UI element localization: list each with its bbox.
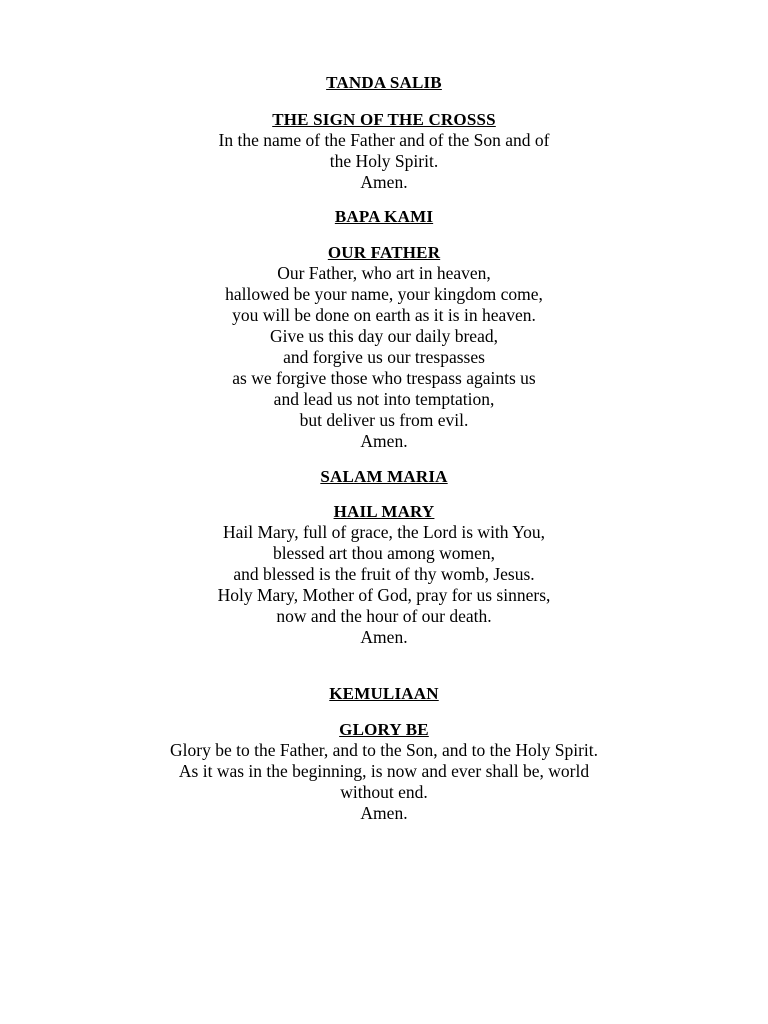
prayer-line: As it was in the beginning, is now and ever shall be, world xyxy=(178,761,590,781)
prayer-line: without end. xyxy=(340,782,428,802)
prayer-line: hallowed be your name, your kingdom come, xyxy=(225,284,543,304)
prayer-line: and forgive us our trespasses xyxy=(283,347,485,367)
prayer-hail-mary xyxy=(0,522,768,648)
heading-hail-mary: HAIL MARY xyxy=(333,502,435,521)
prayer-line: Give us this day our daily bread, xyxy=(270,326,498,346)
prayer-line: Glory be to the Father, and to the Son, and to the Holy Spirit. xyxy=(170,740,598,760)
prayer-line: as we forgive those who trespass againts us xyxy=(232,368,536,388)
prayer-line: blessed art thou among women, xyxy=(272,543,496,563)
prayer-line: Amen. xyxy=(360,627,408,647)
heading-sign-of-the-cross: THE SIGN OF THE CROSSS xyxy=(272,110,496,129)
prayer-line: Hail Mary, full of grace, the Lord is with You, xyxy=(222,522,546,542)
heading-our-father: OUR FATHER xyxy=(327,243,441,262)
prayer-our-father xyxy=(0,263,768,452)
prayer-line: but deliver us from evil. xyxy=(299,410,469,430)
prayer-line: and lead us not into temptation, xyxy=(273,389,495,409)
prayer-line: Amen. xyxy=(360,431,408,451)
heading-kemuliaan: KEMULIAAN xyxy=(329,684,439,703)
heading-tanda-salib: TANDA SALIB xyxy=(326,73,442,92)
prayer-line: the Holy Spirit. xyxy=(329,151,439,171)
prayer-line: Amen. xyxy=(360,172,408,192)
prayer-line: Our Father, who art in heaven, xyxy=(277,263,491,283)
prayer-line: and blessed is the fruit of thy womb, Jesus. xyxy=(233,564,535,584)
prayer-line: Amen. xyxy=(360,803,408,823)
prayer-line: you will be done on earth as it is in heaven. xyxy=(232,305,536,325)
prayer-line: In the name of the Father and of the Son and of xyxy=(218,130,550,150)
heading-glory-be: GLORY BE xyxy=(339,720,429,739)
prayer-sign-of-the-cross xyxy=(0,130,768,193)
prayer-line: Holy Mary, Mother of God, pray for us sinners, xyxy=(217,585,551,605)
heading-bapa-kami: BAPA KAMI xyxy=(334,207,434,226)
prayer-glory-be xyxy=(0,740,768,824)
heading-salam-maria: SALAM MARIA xyxy=(320,467,448,486)
prayer-line: now and the hour of our death. xyxy=(276,606,492,626)
